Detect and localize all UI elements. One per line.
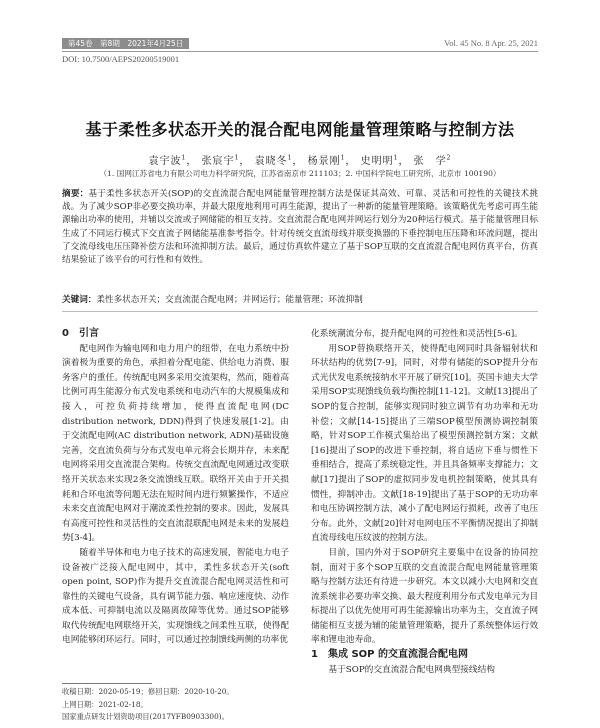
keywords-text: 柔性多状态开关；交直流混合配电网；并网运行；能量管理；环流抑制 xyxy=(96,295,363,305)
author-name: 袁晓冬 xyxy=(254,156,288,167)
section-heading: 1 集成 SOP 的交直流混合配电网 xyxy=(311,649,468,661)
author-affil-mark: 1 xyxy=(340,154,346,162)
body-paragraph: 配电网作为输电网和电力用户的纽带，在电力系统中扮演着极为重要的角色，承担着分配电能、供给电力消费、服务客户的重任。传统配电网多采用交流架构，然而，随着高比例可再生能源分布式发电系统和电动汽车的大规模集成和接入，可控负荷持续增加，使得直流配电网(DC distribution network, DDN)得到了快速发展[1-2]。由于交流配电网(AC distribution network, ADN)基础设施完善，交直流负荷与分布式发电单元将会长期并存，未来配电网将采用交直流混合架构。传统交直流配电网通过改变联络开关状态来实现2条交流馈线互联。联络开关由于开关损耗和合环电流等问题无法在短时间内进行频繁操作，不适应未来交直流配电网对于潮流柔性控制的要求。因此，发展具有高度可控性和灵活性的交直流混联配电网是未来的发展趋势[3-4]。 xyxy=(62,343,289,544)
author-affil-mark: 1 xyxy=(287,154,293,162)
keywords xyxy=(62,294,538,307)
journal-volume-info: Vol. 45 No. 8 Apr. 25, 2021 xyxy=(444,38,538,48)
body-paragraph: 目前，国内外对于SOP研究主要集中在设备的协同控制，面对于多个SOP互联的交直流混合配电网能量管理策略与控制方法还有待进一步研究。本文以减小大电网和交直流系统非必要功率交换、最大程度利用分布式发电单元为目标提出了以优先使用可再生能源输出功率为主，交直流子网储能相互支援为辅的能量管理策略，提升了系统整体运行效率和锂电池寿命。 xyxy=(311,547,538,646)
funding-note: 国家重点研发计划资助项目(2017YFB0903300)。 xyxy=(62,712,229,721)
footnote-divider xyxy=(62,683,152,684)
header-divider xyxy=(62,51,538,52)
author-name: 袁宇波 xyxy=(148,156,182,167)
body-paragraph: 基于SOP的交直流混合配电网典型接线结构 xyxy=(328,664,495,675)
abstract-label: 摘要： xyxy=(62,189,89,199)
keywords-divider xyxy=(62,311,538,312)
affiliations: （1. 国网江苏省电力有限公司电力科学研究院，江苏省南京市 211103；2. 中国科学院电工研究所，北京市 100190） xyxy=(99,169,501,178)
online-date: 上网日期：2021-02-18。 xyxy=(62,699,148,709)
paper-title: 基于柔性多状态开关的混合配电网能量管理策略与控制方法 xyxy=(85,120,515,139)
author-affil-mark: 1 xyxy=(181,154,187,162)
received-date: 收稿日期：2020-05-19；修回日期：2020-10-20。 xyxy=(62,687,234,696)
section-heading: 0 引言 xyxy=(62,328,99,339)
right-column xyxy=(311,327,538,677)
author-name: 张 学 xyxy=(413,156,447,167)
footnote xyxy=(62,686,302,724)
author-affil-mark: 1 xyxy=(234,154,240,162)
author-affil-mark: 2 xyxy=(446,154,452,162)
body-paragraph: 用SOP替换联络开关，使得配电网同时具备辐射状和环状结构的优势[7-9]，同时，对带有储能的SOP提升分布式光伏发电系统接纳水平开展了研究[10]。英国卡迪夫大学采用SOP实现馈线负载均衡控制[11-12]。文献[13]提出了SOP的复合控制，能够实现同时独立调节有功功率和无功补偿；文献[14-15]提出了三端SOP模型预测协调控制策略，针对SOP工作模式集给出了模型预测控制方案；文献[16]提出了SOP的改进下垂控制，将自适应下垂与惯性下垂相结合，提高了系统稳定性，并且具备频率支撑能力；文献[17]提出了SOP的虚拟同步发电机控制策略，使其具有惯性，抑制冲击。文献[18-19]提出了基于SOP的无功功率和电压协调控制方法，减小了配电网运行损耗，改善了电压分布。此外，文献[20]针对电网电压不平衡情况提出了抑制直流母线电压纹波的控制方法。 xyxy=(311,343,538,544)
author-name: 杨景刚 xyxy=(307,156,341,167)
author-name: 史明明 xyxy=(360,156,394,167)
journal-issue-bar: 第45卷 第8期 2021年4月25日 xyxy=(62,38,189,49)
author-name: 张宸宇 xyxy=(201,156,235,167)
left-column xyxy=(62,327,289,648)
body-paragraph: 随着半导体和电力电子技术的高速发展，智能电力电子设备被广泛接入配电网中，其中，柔性多状态开关(soft open point, SOP)作为提升交直流混合配电网灵活性和可靠性的关键电气设备，具有调节能力强、响应速度快、动作成本低、可抑制电流以及隔离故障等优势。通过SOP能够取代传统配电网联络开关，实现馈线之间柔性互联，使得配电网能够闭环运行。同时，可以通过控制馈线两侧的功率优 xyxy=(62,547,289,646)
abstract-text: 基于柔性多状态开关(SOP)的交直流混合配电网能量管理控制方法是保证其高效、可靠、灵活和可控性的关键技术挑战。为了减少SOP非必要交换功率，并最大限度地利用可再生能源，提出了一种新的能量管理策略。该策略优先考虑可再生能源输出功率的使用，并辅以交流或子网储能的相互支持。交直流混合配电网并网运行划分为20种运行模式。基于能量管理目标生成了不同运行模式下交直流子网储能基准参考指令。针对传统交直流母线并联变换器的下垂控制电压压降和环流问题，提出了交流母线电压压降补偿方法和环流抑制方法。最后，通过仿真软件建立了基于SOP互联的交直流混合配电网仿真平台，仿真结果验证了该平台的可行性和有效性。 xyxy=(62,189,538,266)
keywords-label: 关键词： xyxy=(62,295,97,305)
doi-link[interactable]: DOI: 10.7500/AEPS20200519001 xyxy=(62,54,180,64)
author-affil-mark: 1 xyxy=(393,154,399,162)
abstract xyxy=(62,188,538,267)
author-list: 袁宇波$^1$， 张宸宇$^1$， 袁晓冬$^1$， 杨景刚$^1$， 史明明$^1$， 张 学$^2$ xyxy=(148,154,452,167)
body-paragraph: 化系统潮流分布，提升配电网的可控性和灵活性[5-6]。 xyxy=(311,329,523,339)
